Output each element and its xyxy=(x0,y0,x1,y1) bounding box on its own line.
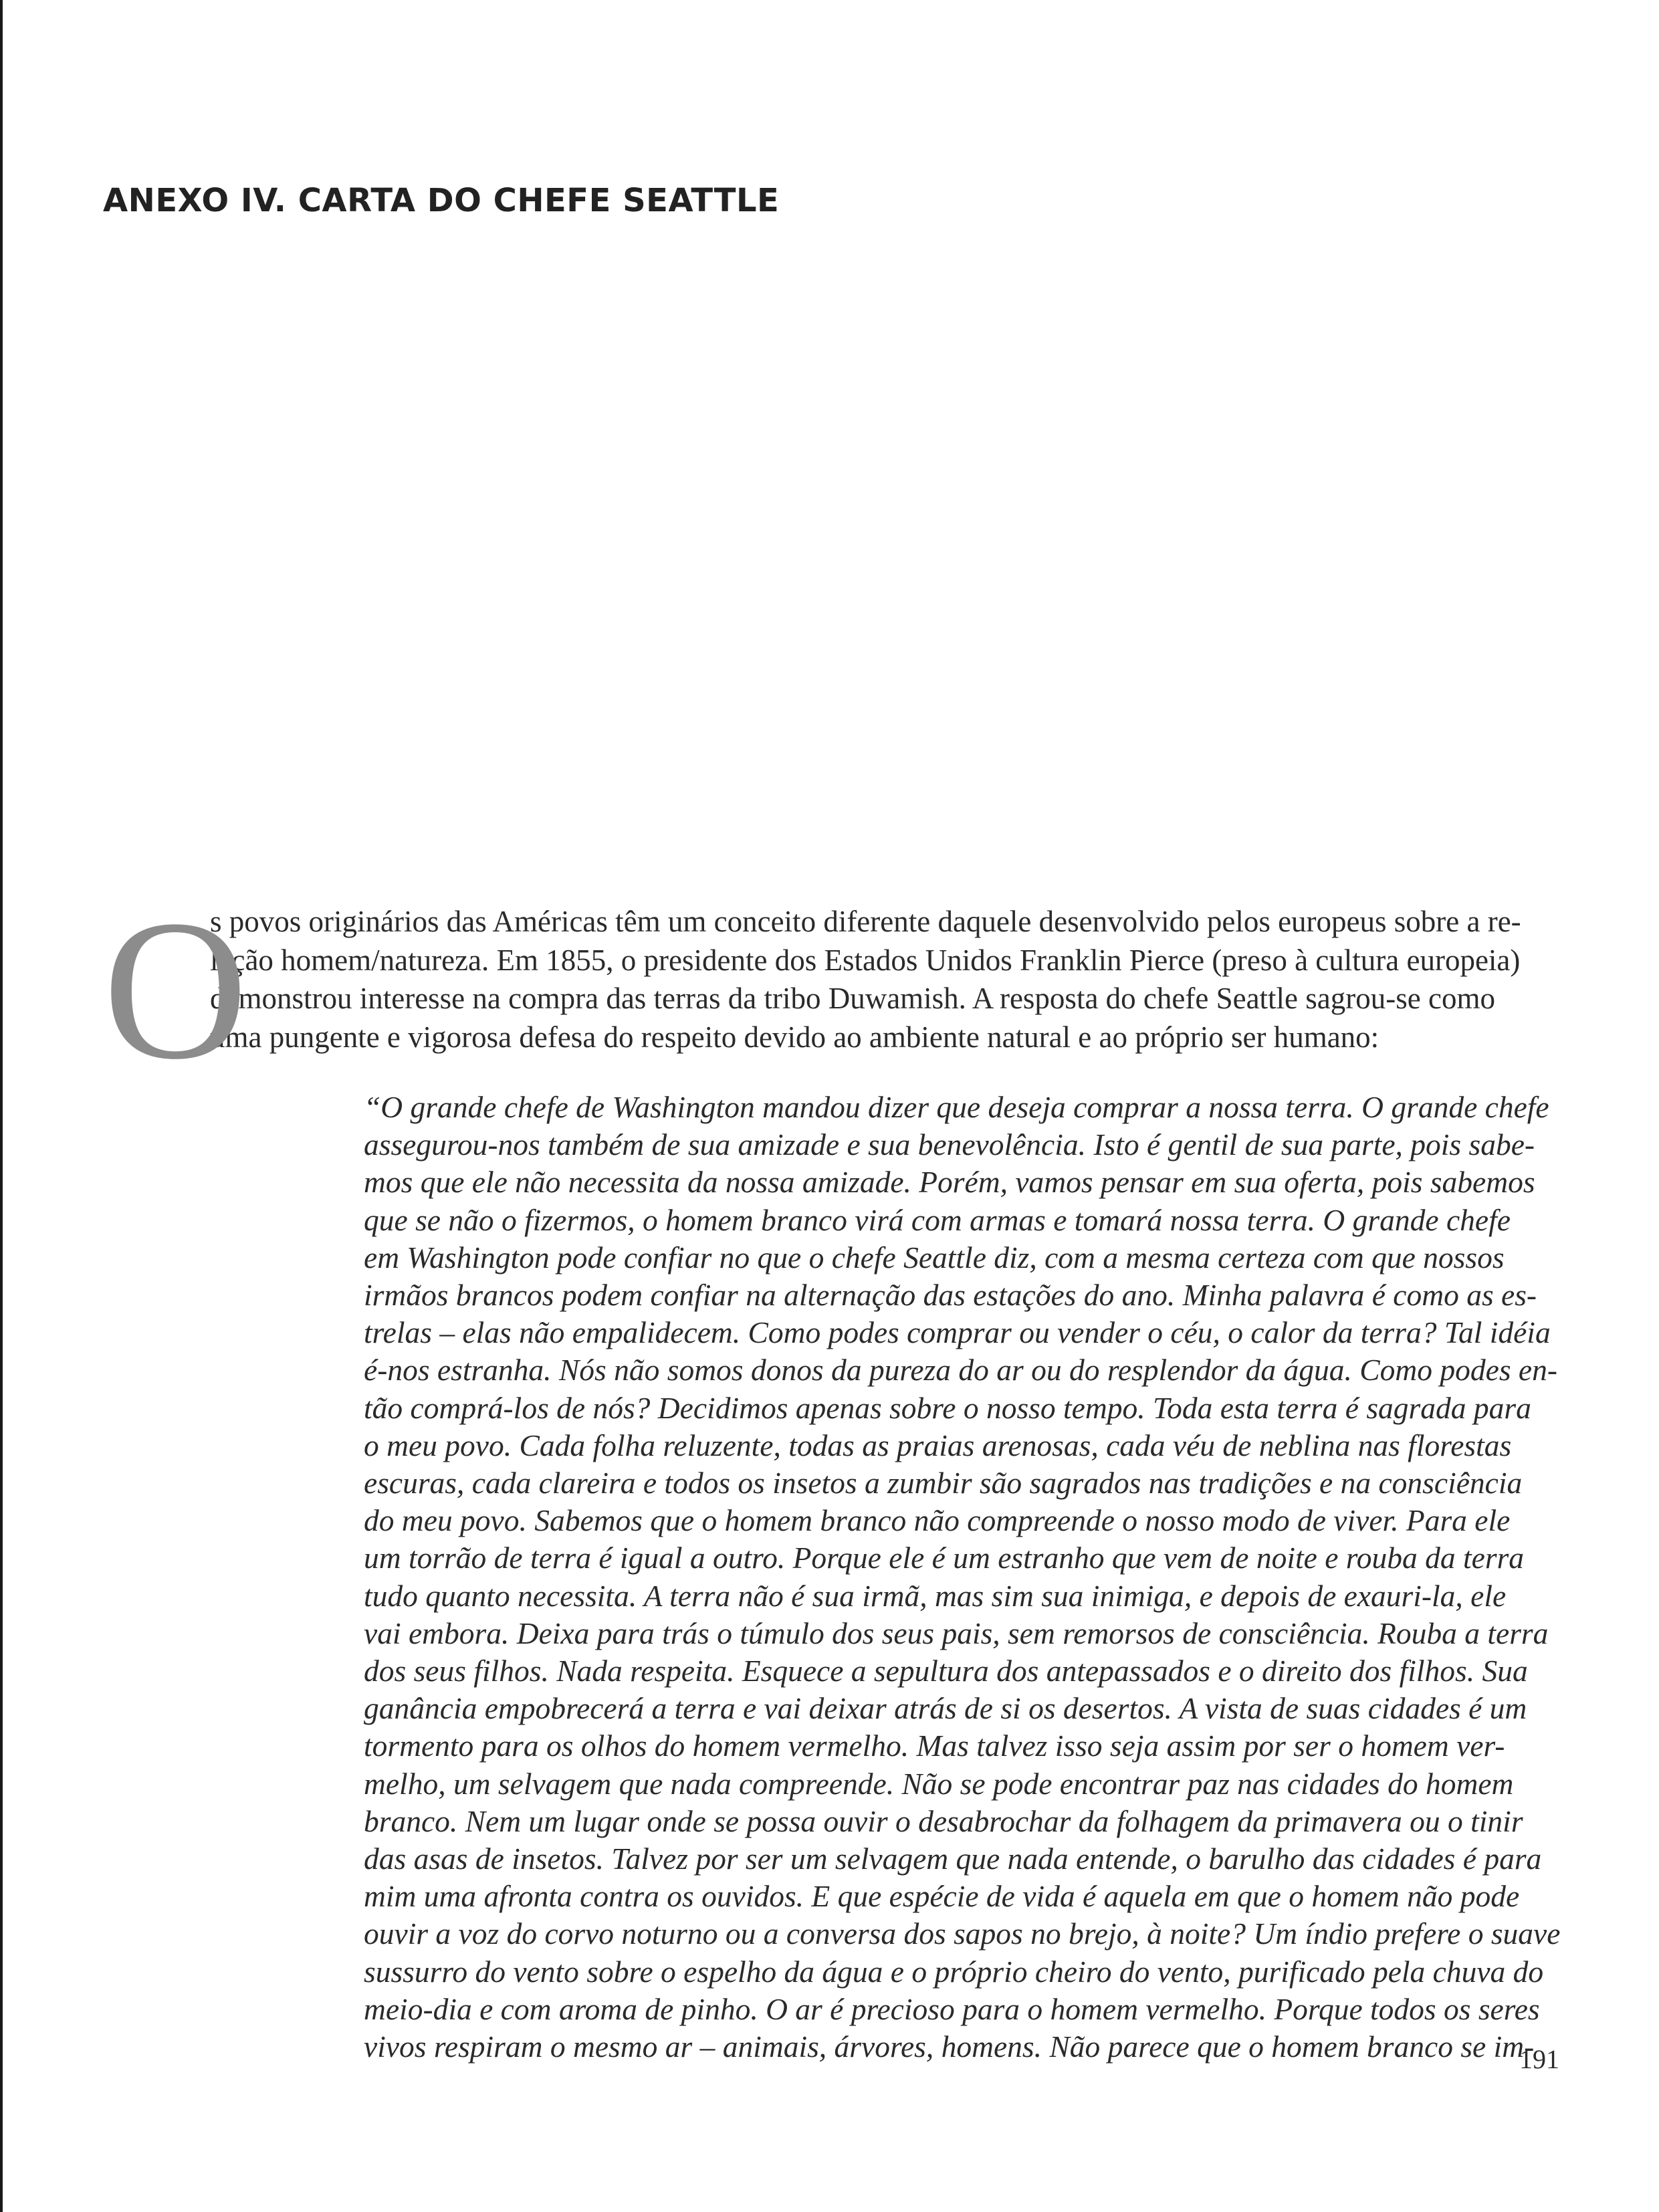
quote-line: do meu povo. Sabemos que o homem branco não compreende o nosso modo de viver. Para ele xyxy=(364,1503,1511,1538)
quote-line: trelas – elas não empalidecem. Como podes comprar ou vender o céu, o calor da terra? Tal idéia xyxy=(364,1315,1551,1350)
quote-line: tudo quanto necessita. A terra não é sua irmã, mas sim sua inimiga, e depois de exauri-la, ele xyxy=(364,1578,1507,1613)
intro-paragraph xyxy=(103,879,1573,1101)
quote-line: “O grande chefe de Washington mandou dizer que deseja comprar a nossa terra. O grande chefe xyxy=(364,1090,1549,1124)
quote-line: escuras, cada clareira e todos os insetos a zumbir são sagrados nas tradições e na consciência xyxy=(364,1466,1523,1501)
quote-line: dos seus filhos. Nada respeita. Esquece a sepultura dos antepassados e o direito dos filhos. Sua xyxy=(364,1654,1528,1688)
quote-line: o meu povo. Cada folha reluzente, todas as praias arenosas, cada véu de neblina nas florestas xyxy=(364,1428,1512,1462)
quote-line: meio-dia e com aroma de pinho. O ar é precioso para o homem vermelho. Porque todos os seres xyxy=(364,1991,1540,2026)
intro-line: demonstrou interesse na compra das terras da tribo Duwamish. A resposta do chefe Seattle sagrou-se como xyxy=(210,982,1495,1015)
quote-line: tormento para os olhos do homem vermelho. Mas talvez isso seja assim por ser o homem ver- xyxy=(364,1729,1505,1763)
intro-line: uma pungente e vigorosa defesa do respeito devido ao ambiente natural e ao próprio ser humano: xyxy=(210,1020,1379,1054)
intro-lines xyxy=(210,903,1573,1057)
quote-line: assegurou-nos também de sua amizade e sua benevolência. Isto é gentil de sua parte, pois sabe- xyxy=(364,1127,1535,1162)
quote-line: ganância empobrecerá a terra e vai deixar atrás de si os desertos. A vista de suas cidades é um xyxy=(364,1691,1527,1726)
quote-line: que se não o fizermos, o homem branco virá com armas e tomará nossa terra. O grande chefe xyxy=(364,1202,1511,1237)
quote-line: vai embora. Deixa para trás o túmulo dos seus pais, sem remorsos de consciência. Rouba a terra xyxy=(364,1616,1549,1650)
quote-line: é-nos estranha. Nós não somos donos da pureza do ar ou do resplendor da água. Como podes en- xyxy=(364,1353,1558,1388)
block-quote xyxy=(364,1089,1567,2066)
quote-line: irmãos brancos podem confiar na alternação das estações do ano. Minha palavra é como as es- xyxy=(364,1278,1537,1313)
page-number: 191 xyxy=(1519,2044,1559,2074)
quote-line: sussurro do vento sobre o espelho da água e o próprio cheiro do vento, purificado pela chuva do xyxy=(364,1954,1544,1989)
quote-line: mos que ele não necessita da nossa amizade. Porém, vamos pensar em sua oferta, pois sabemos xyxy=(364,1165,1535,1200)
quote-line: mim uma afronta contra os ouvidos. E que espécie de vida é aquela em que o homem não pode xyxy=(364,1879,1520,1914)
page-left-edge xyxy=(0,0,3,2212)
quote-line: em Washington pode confiar no que o chefe Seattle diz, com a mesma certeza com que nossos xyxy=(364,1240,1505,1275)
intro-line: s povos originários das Américas têm um conceito diferente daquele desenvolvido pelos europeus sobre a re- xyxy=(210,905,1521,938)
quote-line: branco. Nem um lugar onde se possa ouvir o desabrochar da folhagem da primavera ou o tinir xyxy=(364,1803,1523,1838)
quote-line: ouvir a voz do corvo noturno ou a conversa dos sapos no brejo, à noite? Um índio prefere o suave xyxy=(364,1916,1561,1951)
quote-line: tão comprá-los de nós? Decidimos apenas sobre o nosso tempo. Toda esta terra é sagrada para xyxy=(364,1390,1531,1425)
quote-line: melho, um selvagem que nada compreende. Não se pode encontrar paz nas cidades do homem xyxy=(364,1766,1514,1801)
intro-line: lação homem/natureza. Em 1855, o presidente dos Estados Unidos Franklin Pierce (preso à cultura europeia) xyxy=(210,943,1521,977)
quote-line: das asas de insetos. Talvez por ser um selvagem que nada entende, o barulho das cidades é para xyxy=(364,1842,1542,1876)
quote-line: vivos respiram o mesmo ar – animais, árvores, homens. Não parece que o homem branco se im- xyxy=(364,2029,1535,2064)
quote-line: um torrão de terra é igual a outro. Porque ele é um estranho que vem de noite e rouba da terra xyxy=(364,1541,1525,1575)
chapter-title: ANEXO IV. CARTA DO CHEFE SEATTLE xyxy=(103,182,780,219)
drop-cap: O xyxy=(103,879,248,1101)
